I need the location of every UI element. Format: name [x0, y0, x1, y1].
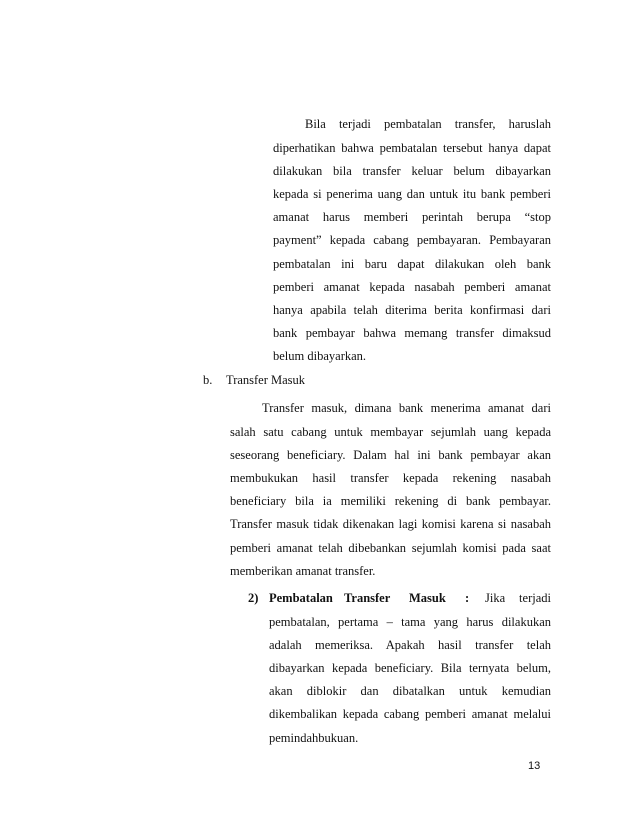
paragraph-line: beneficiary bila ia memiliki rekening di bank pembayar.	[230, 494, 551, 508]
paragraph-line: pemberi amanat kepada nasabah pemberi amanat	[273, 280, 551, 294]
section-marker: b.	[203, 373, 213, 387]
paragraph-line: Transfer masuk, dimana bank menerima amanat dari	[262, 401, 551, 415]
item-title-word: Transfer	[344, 591, 391, 605]
item-title-word: Masuk	[409, 591, 446, 605]
paragraph-line: diperhatikan bahwa pembatalan tersebut hanya dapat	[273, 141, 551, 155]
paragraph-line: pembatalan ini baru dapat dilakukan oleh bank	[273, 257, 551, 271]
paragraph-line: adalah memeriksa. Apakah hasil transfer telah	[269, 638, 551, 652]
paragraph-line: belum dibayarkan.	[273, 349, 367, 363]
paragraph-line: bank pembayar bahwa memang transfer dimaksud	[273, 326, 551, 340]
paragraph-line: pemberi amanat telah dibebankan sejumlah komisi pada saat	[230, 541, 551, 555]
paragraph-line: payment” kepada cabang pembayaran. Pembayaran	[273, 233, 551, 247]
paragraph-line: membukukan hasil transfer kepada rekening nasabah	[230, 471, 551, 485]
paragraph-line: dikembalikan kepada cabang pemberi amanat melalui	[269, 707, 551, 721]
paragraph-line: memberikan amanat transfer.	[230, 564, 376, 578]
paragraph-line: kepada si penerima uang dan untuk itu bank pemberi	[273, 187, 551, 201]
paragraph-line: Bila terjadi pembatalan transfer, haruslah	[305, 117, 551, 131]
paragraph-line: akan diblokir dan dibatalkan untuk kemudian	[269, 684, 551, 698]
paragraph-line: dilakukan bila transfer keluar belum dibayarkan	[273, 164, 551, 178]
paragraph-line: pemindahbukuan.	[269, 731, 359, 745]
paragraph-line: hanya apabila telah diterima berita konfirmasi dari	[273, 303, 551, 317]
paragraph-line: pembatalan, pertama – tama yang harus dilakukan	[269, 615, 551, 629]
paragraph-line: dibayarkan kepada beneficiary. Bila ternyata belum,	[269, 661, 551, 675]
section-heading: Transfer Masuk	[226, 373, 306, 387]
page-number: 13	[528, 760, 541, 772]
paragraph-line: salah satu cabang untuk membayar sejumlah uang kepada	[230, 425, 551, 439]
paragraph-line: seseorang beneficiary. Dalam hal ini bank pembayar akan	[230, 448, 551, 462]
paragraph-line: amanat harus memberi perintah berupa “stop	[273, 210, 551, 224]
item-title-word: Pembatalan	[269, 591, 333, 605]
item-title-word: :	[465, 591, 470, 605]
paragraph-line: Transfer masuk tidak dikenakan lagi komisi karena si nasabah	[230, 517, 551, 531]
paragraph-line: Jika terjadi	[485, 591, 551, 605]
list-item-number: 2)	[248, 591, 259, 605]
